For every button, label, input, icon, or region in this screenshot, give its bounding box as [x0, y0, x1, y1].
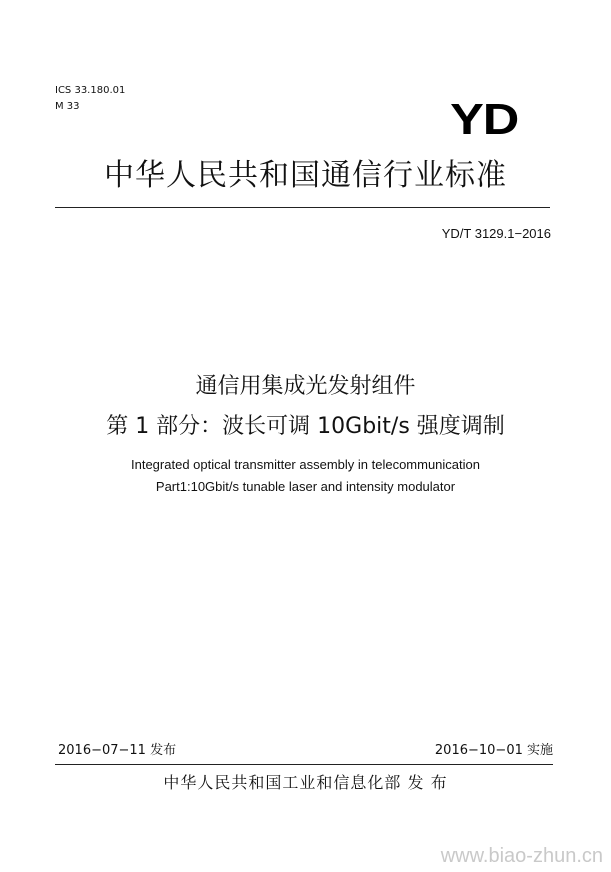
issue-date: 2016−07−11 发布 — [58, 743, 177, 758]
standard-category-title: 中华人民共和国通信行业标准 — [104, 158, 507, 193]
footer-divider — [55, 764, 553, 765]
implementation-date: 2016−10−01 实施 — [434, 743, 553, 758]
ccs-code: M 33 — [55, 101, 80, 112]
header-divider — [55, 207, 550, 208]
standard-number: YD/T 3129.1−2016 — [441, 226, 551, 241]
yd-logo: YD — [450, 95, 518, 144]
publisher: 中华人民共和国工业和信息化部 发 布 — [163, 773, 448, 792]
document-title-en-line1: Integrated optical transmitter assembly in telecommunication — [131, 457, 480, 472]
document-title-cn-line2: 第 1 部分：波长可调 10Gbit/s 强度调制 — [106, 414, 505, 439]
watermark: www.biao-zhun.cn — [440, 845, 603, 867]
document-title-cn-line1: 通信用集成光发射组件 — [195, 374, 416, 399]
document-title-en-line2: Part1:10Gbit/s tunable laser and intensity modulator — [155, 479, 456, 494]
ics-code: ICS 33.180.01 — [55, 85, 126, 96]
